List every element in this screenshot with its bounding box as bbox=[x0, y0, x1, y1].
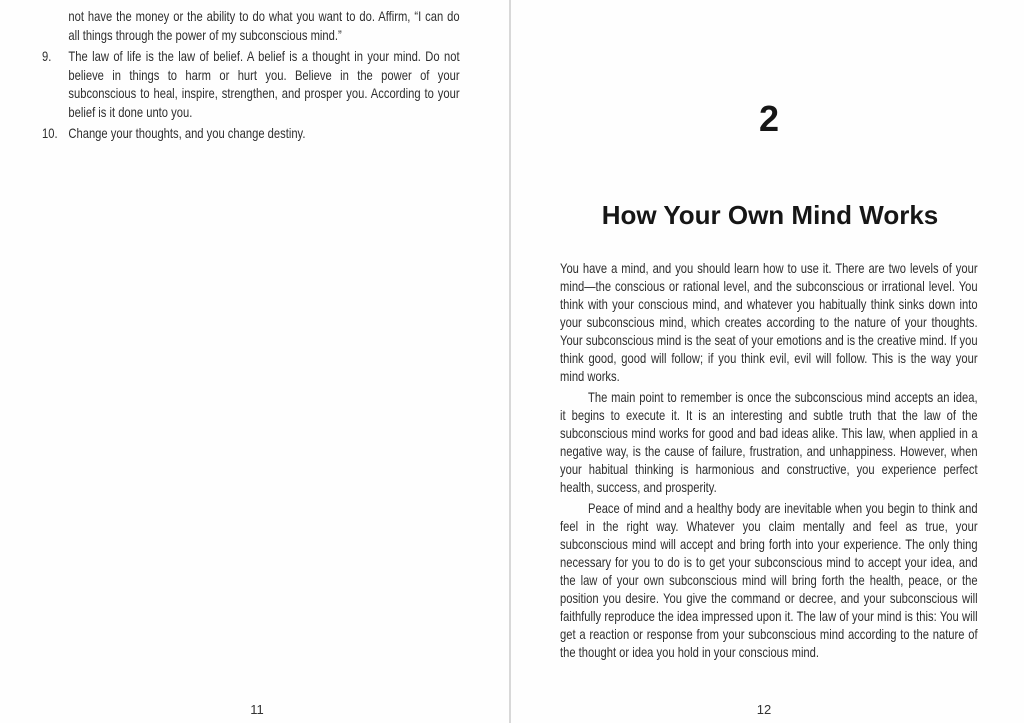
body-paragraph: Peace of mind and a healthy body are inevitable when you begin to think and feel in the right way. Whatever you claim mentally and feel as true, your subconscious mind will accept and bring forth into your experience. The only thing necessary for you to do is to get your subconscious mind to accept your idea, and the law of your own subconscious mind will bring forth the health, peace, or the position you desire. You give the command or decree, and your subconscious will faithfully reproduce the idea impressed upon it. The law of your mind is this: You will get a reaction or response from your subconscious mind according to the nature of the thought or idea you hold in your conscious mind. bbox=[560, 500, 978, 660]
page-gutter-divider bbox=[509, 0, 511, 723]
numbered-list bbox=[42, 7, 460, 146]
list-item bbox=[42, 7, 460, 44]
right-page-number: 12 bbox=[756, 702, 772, 717]
list-item-text: Change your thoughts, and you change destiny. bbox=[68, 125, 306, 141]
list-item-marker bbox=[42, 7, 68, 44]
list-item bbox=[42, 124, 460, 143]
body-paragraph: You have a mind, and you should learn how to use it. There are two levels of your mind—the conscious or rational level, and the subconscious or irrational level. You think with your conscious mind, and whatever you habitually think sinks down into your subconscious mind, which creates according to the nature of your thoughts. Your subconscious mind is the seat of your emotions and is the creative mind. If you think good, good will follow; if you think evil, evil will follow. This is the way your mind works. bbox=[560, 260, 978, 384]
left-page-number: 11 bbox=[250, 702, 264, 717]
list-item bbox=[42, 47, 460, 121]
list-item-text: not have the money or the ability to do what you want to do. Affirm, “I can do all things through the power of my subconscious mind.” bbox=[68, 8, 460, 43]
chapter-number: 2 bbox=[758, 98, 780, 139]
chapter-body bbox=[560, 259, 978, 661]
list-item-text: The law of life is the law of belief. A belief is a thought in your mind. Do not believe in things to harm or hurt you. Believe in the power of your subconscious to heal, inspire, strengthen, and prosper you. According to your belief is it done unto you. bbox=[68, 48, 460, 120]
chapter-title: How Your Own Mind Works bbox=[601, 200, 939, 230]
list-item-marker: 10. bbox=[42, 125, 58, 141]
body-paragraph: The main point to remember is once the subconscious mind accepts an idea, it begins to execute it. It is an interesting and subtle truth that the law of the subconscious mind works for good and bad ideas alike. This law, when applied in a negative way, is the cause of failure, frustration, and unhappiness. However, when your habitual thinking is harmonious and constructive, you experience perfect health, success, and prosperity. bbox=[560, 389, 978, 495]
list-item-marker: 9. bbox=[42, 48, 52, 64]
